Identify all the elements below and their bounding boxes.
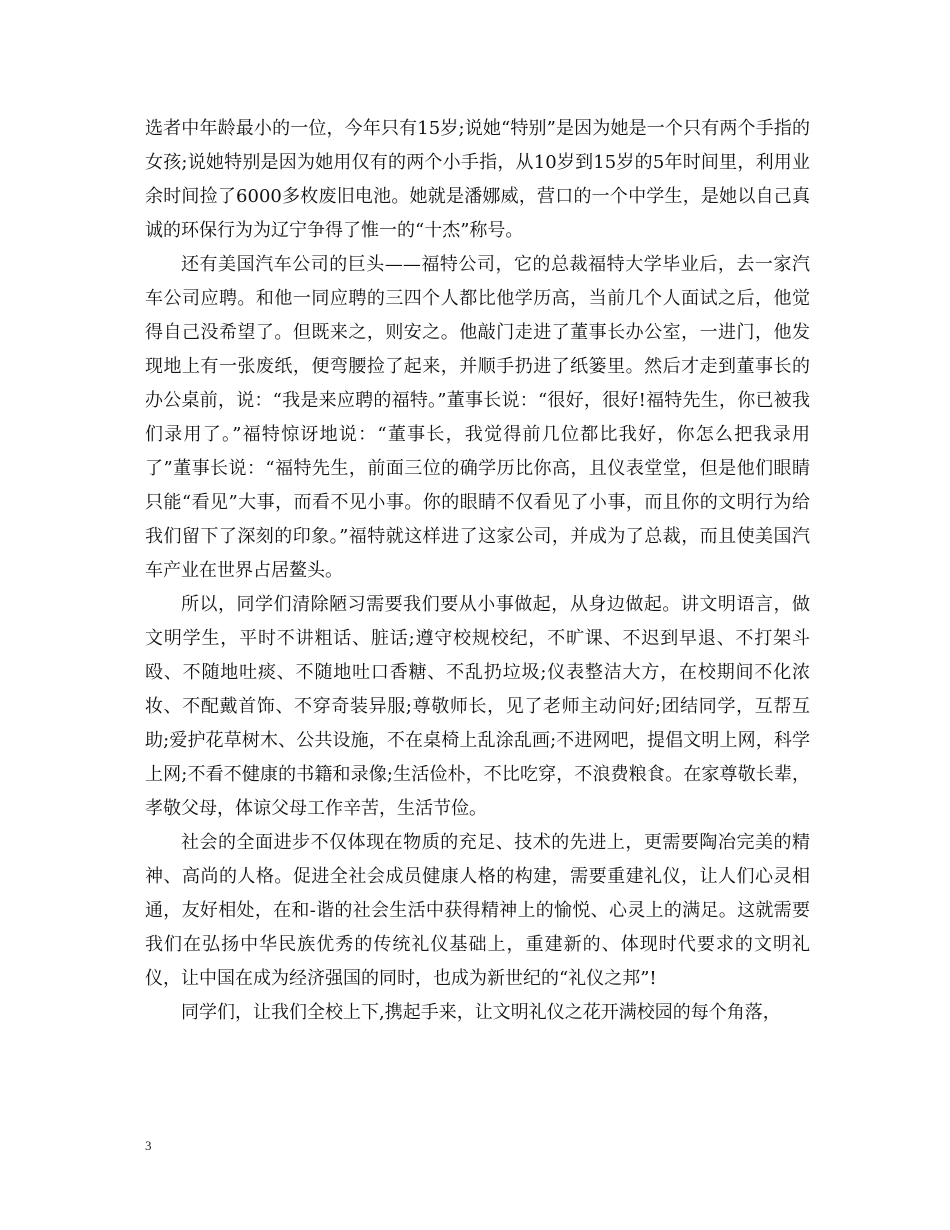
paragraph-society: 社会的全面进步不仅体现在物质的充足、技术的先进上，更需要陶冶完美的精神、高尚的人格。促进全社会成员健康人格的构建，需要重建礼仪，让人们心灵相通，友好相处，在和-谐的社会生活中获得精神上的愉悦、心灵上的满足。这就需要我们在弘扬中华民族优秀的传统礼仪基础上，重建新的、体现时代要求的文明礼仪，让中国在成为经济强国的同时，也成为新世纪的“礼仪之邦”! xyxy=(145,832,810,989)
paragraph-continuation: 选者中年龄最小的一位，今年只有15岁;说她“特别”是因为她是一个只有两个手指的女孩;说她特别是因为她用仅有的两个小手指，从10岁到15岁的5年时间里，利用业余时间捡了6000多枚废旧电池。她就是潘娜威，营口的一个中学生，是她以自己真诚的环保行为为辽宁争得了惟一的“十杰”称号。 xyxy=(145,118,810,241)
page-number: 3 xyxy=(145,1138,152,1153)
paragraph-closing: 同学们，让我们全校上下,携起手来，让文明礼仪之花开满校园的每个角落， xyxy=(181,1002,781,1023)
paragraph-ford-story: 还有美国汽车公司的巨头——福特公司，它的总裁福特大学毕业后，去一家汽车公司应聘。和他一同应聘的三四个人都比他学历高，当前几个人面试之后，他觉得自己没希望了。但既来之，则安之。他敲门走进了董事长办公室，一进门，他发现地上有一张废纸，便弯腰捡了起来，并顺手扔进了纸篓里。然后才走到董事长的办公桌前，说：“我是来应聘的福特。”董事长说：“很好，很好!福特先生，你已被我们录用了。”福特惊讶地说：“董事长，我觉得前几位都比我好，你怎么把我录用了”董事长说：“福特先生，前面三位的确学历比你高，且仪表堂堂，但是他们眼睛只能“看见”大事，而看不见小事。你的眼睛不仅看见了小事，而且你的文明行为给我们留下了深刻的印象。”福特就这样进了这家公司，并成为了总裁，而且使美国汽车产业在世界占居鳌头。 xyxy=(145,254,810,581)
paragraph-habits: 所以，同学们清除陋习需要我们要从小事做起，从身边做起。讲文明语言，做文明学生，平时不讲粗话、脏话;遵守校规校纪，不旷课、不迟到早退、不打架斗殴、不随地吐痰、不随地吐口香糖、不乱扔垃圾;仪表整洁大方，在校期间不化浓妆、不配戴首饰、不穿奇装异服;尊敬师长，见了老师主动问好;团结同学，互帮互助;爱护花草树木、公共设施，不在桌椅上乱涂乱画;不进网吧，提倡文明上网，科学上网;不看不健康的书籍和录像;生活俭朴，不比吃穿，不浪费粮食。在家尊敬长辈，孝敬父母，体谅父母工作辛苦，生活节俭。 xyxy=(145,594,811,819)
document-body xyxy=(145,112,810,1030)
